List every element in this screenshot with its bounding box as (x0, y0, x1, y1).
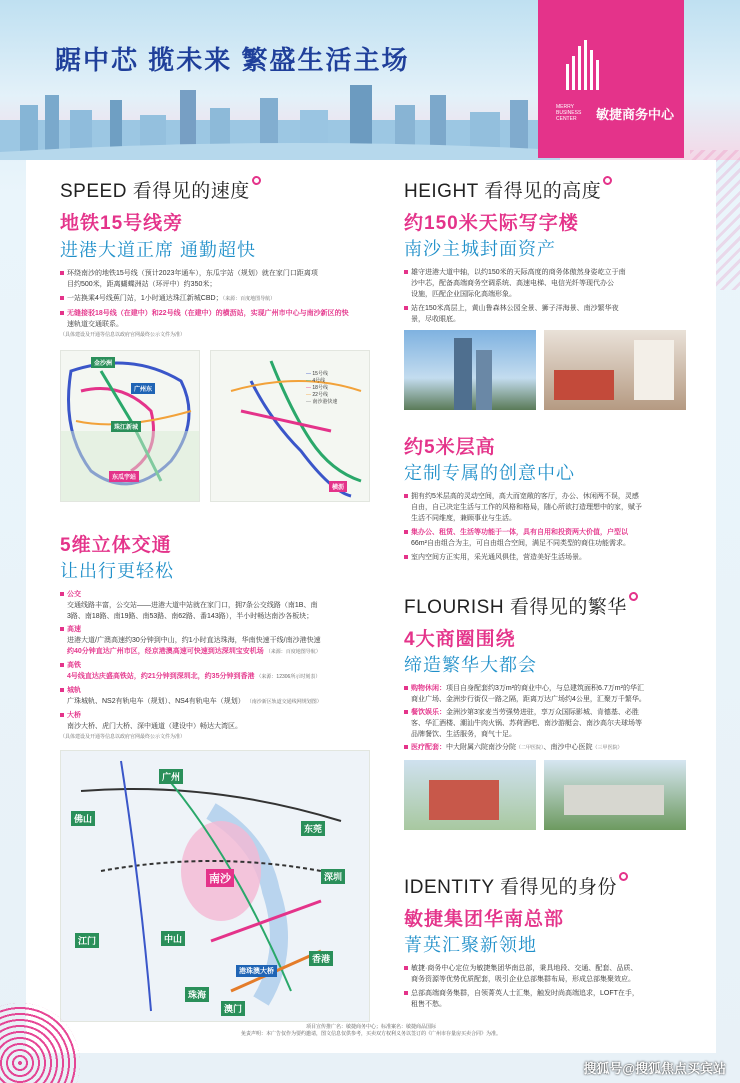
bullet-icon (404, 966, 408, 970)
bullet-icon (404, 745, 408, 749)
floor-section (404, 432, 704, 563)
map-label: 珠江新城 (111, 421, 141, 432)
flourish-section (404, 592, 704, 754)
identity-headline: 敏捷集团华南总部 (404, 909, 565, 930)
transport-paragraph: 公交 交通线路丰富，公交站——进港大道中站就在家门口，拥7条公交线路（南1B、南 3路、南18路、南19路、南53路、南62路、番143路），半小时畅达南沙各板块； 高速 进港大道/广澳高速约30分钟到中山，约1小时直达珠海，华南快速干线/南沙港快速 约40分钟直达广州市区，经京港澳高速可快速到达深圳宝安机场 （来源：百度地图导航） 高铁 4号线直达庆盛高铁站，约21分钟到深圳北，约35分钟到香港 （来源：12306所示时刻表） 城轨 广珠城轨、NS2有轨电车（规划）、NS4有轨电车（规划） （南沙新区轨道交通线网规划图） 大桥 南沙大桥、虎门大桥、深中通道（建设中）畅达大湾区。 （具体建设及开通等信息以政府官网最终公示文件为准） (60, 591, 322, 740)
flourish-subline: 缔造繁华大都会 (404, 655, 537, 675)
map-label: 佛山 (71, 811, 95, 826)
floor-paragraph: 拥有约5米层高的灵动空间，高大而宽敞的客厅，办公、休闲两不误，灵感 自由，自己决定生活与工作的风格和格局，随心所欲打造理想中的家，赋予 生活不同维度，兼顾事业与生活。 集办公、租赁、生活等功能于一体，具有自用和投资两大价值，户型以 66m²自由组合为主，可自由组合空间，满足不同类型的商住功能需求。 室内空间方正实用，采光通风俱佳，营造美好生活场景。 (404, 491, 704, 563)
bullet-icon (60, 592, 64, 596)
circle-icon (603, 176, 612, 185)
metro-map-left (60, 350, 200, 502)
speed-subline: 进港大道正席 通勤超快 (60, 240, 256, 260)
interior-photo (544, 330, 686, 410)
bullet-icon (404, 710, 408, 714)
map-label: 金沙洲 (91, 357, 115, 368)
tower-photo (404, 330, 536, 410)
bullet-icon (404, 270, 408, 274)
identity-title: IDENTITY 看得见的身份 (404, 872, 704, 899)
map-label: 深圳 (321, 869, 345, 884)
map-label: 香港 (309, 951, 333, 966)
map-label: 澳门 (221, 1001, 245, 1016)
bullet-icon (60, 688, 64, 692)
slogan: 踞中芯 揽未来 繁盛生活主场 (55, 45, 410, 75)
logo-subtext: MERRY BUSINESS CENTER (556, 104, 582, 122)
transport-section (60, 530, 390, 743)
region-map (60, 750, 370, 1022)
map-label: 珠海 (185, 987, 209, 1002)
map-label: 港珠澳大桥 (236, 965, 277, 977)
identity-subline: 菁英汇聚新领地 (404, 935, 537, 955)
circle-icon (252, 176, 261, 185)
bullet-icon (404, 306, 408, 310)
bullet-icon (404, 686, 408, 690)
flourish-title: FLOURISH 看得见的繁华 (404, 592, 704, 619)
brand-logo (538, 0, 684, 158)
speed-title: SPEED 看得见的速度 (60, 176, 390, 203)
bullet-icon (404, 555, 408, 559)
map-label: 江门 (75, 933, 99, 948)
map-label: 横沥 (329, 481, 347, 492)
identity-paragraph: 敏捷·商务中心定位为敏捷集团华南总部，秉具地段、交通、配套、品质、 商务资源等优势优质配套，吸引企业总部集群布局，形成总部集聚效应。 总部高端商务集群，自领菁英人士汇集，触发时尚高端追求，LOFT在手， 租售不愁。 (404, 963, 704, 1010)
map-label: 东莞 (301, 821, 325, 836)
city-skyline-image (0, 80, 560, 160)
bullet-icon (60, 271, 64, 275)
bullet-icon (404, 530, 408, 534)
speed-section (60, 176, 390, 341)
bullet-icon (60, 627, 64, 631)
height-headline: 约150米天际写字楼 (404, 213, 579, 234)
map-label: 广州东 (131, 383, 155, 394)
flourish-headline: 4大商圈围绕 (404, 629, 516, 650)
identity-section (404, 872, 704, 1010)
speed-paragraph: 环绕南沙的地铁15号线（预计2023年通车），东瓜宇站（规划）就在家门口距离项 目约500米，距离蝴蝶洲站（环评中）约350米； 一站换乘4号线蕉门站，1小时通达珠江新城CBD；（来源：百度地图导航） 无缝接驳18号线（在建中）和22号线（在建中）的横沥站，实现广州市中心与南沙新区的快 速轨道交通联系。 （具体建设及开通等信息以政府官网最终公示文件为准） (60, 270, 349, 338)
transport-headline: 5维立体交通 (60, 535, 172, 556)
circle-icon (619, 872, 628, 881)
content-sheet (26, 160, 716, 1053)
floor-subline: 定制专属的创意中心 (404, 463, 575, 483)
bullet-icon (60, 713, 64, 717)
bullet-icon (404, 494, 408, 498)
logo-building-icon (566, 40, 606, 90)
bullet-icon (60, 311, 64, 315)
map-label: 中山 (161, 931, 185, 946)
top-banner (0, 0, 740, 160)
logo-text: 敏捷商务中心 (596, 107, 675, 122)
hospital-photo (544, 760, 686, 830)
footer-disclaimer: 项目宣传推广名：敏捷商务中心；标准案名：敏捷商品国际 免责声明：本广告仅作为要约邀请，图文信息仅供参考，买卖双方权利义务以签订的《广州市存量房买卖合同》为准。 (240, 1024, 501, 1037)
map-label: 南沙 (206, 869, 234, 887)
flourish-paragraph: 购物休闲：项目自身配套约3万m²的商业中心，与总建筑面积6.7万m²的华汇 商业广场、金洲步行街仅一路之隔，距离万达广场约4公里，汇聚万千繁华。 餐饮娱乐：金洲沙第3家麦当劳强势进驻，享万众国际影城、肯德基、必胜 客、华汇酒楼、潮汕牛肉火锅、苏荷酒吧、南沙游艇会、南沙高尔夫球场等 品牌餐饮、生活服务，商气十足。 医疗配套：中大附属六院南沙分院（二甲医院）、南沙中心医院（三甲医院） (404, 683, 704, 754)
watermark: 搜狐号@搜狐焦点买宾站 (583, 1061, 726, 1076)
height-section (404, 176, 704, 325)
circle-icon (629, 592, 638, 601)
bullet-icon (60, 296, 64, 300)
height-paragraph: 雄守进港大道中轴，以约150米的天际高度的商务体傲然身姿屹立于南 沙中芯，配备高端商务空调系统、高速电梯、电信光纤等现代办公 设施，匹配企业国际化高端形象。 站在150米高层上，黄山鲁森林公园全景、狮子洋海景、南沙繁华夜 景，尽收眼底。 (404, 267, 704, 325)
mall-photo (404, 760, 536, 830)
height-title: HEIGHT 看得见的高度 (404, 176, 704, 203)
floor-headline: 约5米层高 (404, 437, 496, 458)
transport-subline: 让出行更轻松 (60, 561, 174, 581)
metro-map-right (210, 350, 370, 502)
map-label: 东瓜宇站 (109, 471, 139, 482)
bullet-icon (60, 663, 64, 667)
map-label: 广州 (159, 769, 183, 784)
speed-headline: 地铁15号线旁 (60, 213, 184, 234)
bullet-icon (404, 991, 408, 995)
height-subline: 南沙主城封面资产 (404, 239, 556, 259)
metro-legend: — 15号线 — 4号线 — 18号线 — 22号线 — 南沙港快速 (306, 371, 338, 405)
